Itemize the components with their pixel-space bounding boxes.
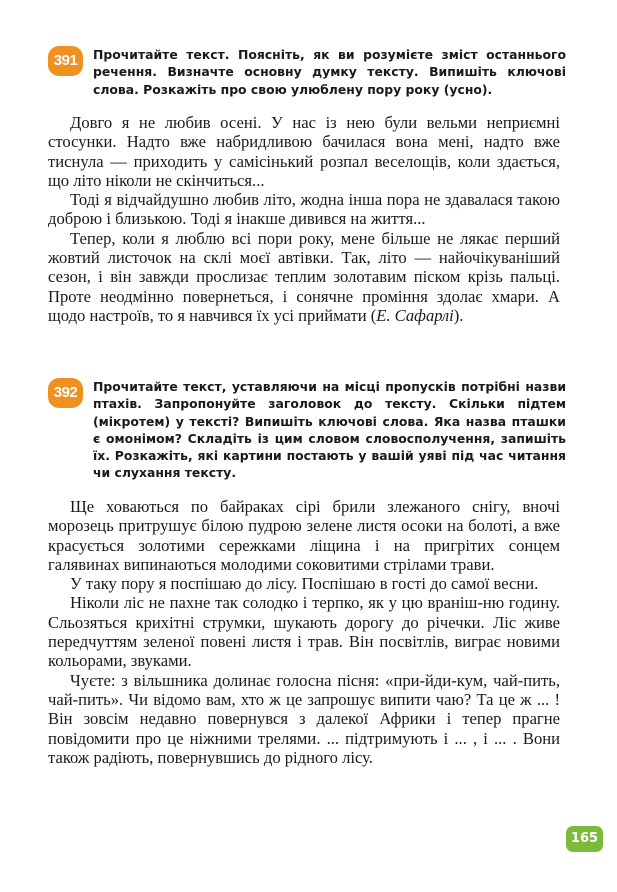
exercise-number-badge: 391 bbox=[48, 46, 83, 76]
paragraph: Ще ховаються по байраках сірі брили злежаного снігу, вночі морозець притрушує білою пудрою зелене листя осоки на болоті, а вже красується золотими сережками ліщина і на пригрітих сонцем галявинах випинаються молодими соковитими стрілами трави. bbox=[48, 497, 560, 574]
author: Е. Сафарлі bbox=[376, 305, 454, 325]
exercise-number-badge: 392 bbox=[48, 378, 83, 408]
paragraph: Ніколи ліс не пахне так солодко і терпко, як у цю враніш-ню годину. Сльозяться крихітні струмки, шукають дорогу до річечки. Ліс живе передчуттям зеленої повені листя і трав. Він посвітлів, виграє новими кольорами, звуками. bbox=[48, 593, 560, 671]
page-number: 165 bbox=[566, 826, 603, 852]
paragraph-text: Тепер, коли я люблю всі пори року, мене більше не лякає перший жовтий листочок на склі моєї автівки. Так, літо — найочікуваніший сезон, і він завжди прослизає теплим золотавим піском крізь пальці. Проте неодмінно повернеться, і сонячне проміння здолає хмари. А щодо настроїв, то я навчився їх усі приймати ( bbox=[48, 228, 560, 325]
exercise-391 bbox=[48, 46, 566, 98]
exercise-task: Прочитайте текст, уставляючи на місці пропусків потрібні назви птахів. Запропонуйте заголовок до тексту. Скільки підтем (мікротем) у тексті? Випишіть ключові слова. Яка назва пташки є омонімом? Складіть із цим словом словосполучення, запишіть їх. Розкажіть, які картини постають у вашій уяві під час читання чи слухання тексту. bbox=[93, 379, 566, 481]
paragraph: Тоді я відчайдушно любив літо, жодна інша пора не здавалася такою доброю і близькою. Тоді я інакше дивився на життя... bbox=[48, 190, 560, 229]
paragraph bbox=[48, 229, 560, 325]
exercise-392 bbox=[48, 378, 566, 482]
paragraph: Чуєте: з вільшника долинає голосна пісня: «при-йди-кум, чай-пить, чай-пить». Чи відомо вам, хто ж це запрошує випити чаю? Та це ж ... ! Він зовсім недавно повернувся з далекої Африки і тепер прагне повідомити про це ніжними трелями. ... підтримують і ... , і ... . Вони також радіють, повернувшись до рідного лісу. bbox=[48, 670, 560, 767]
exercise-391-text bbox=[48, 113, 560, 325]
paragraph: У таку пору я поспішаю до лісу. Поспішаю в гості до самої весни. bbox=[70, 574, 539, 594]
paragraph: Довго я не любив осені. У нас із нею були вельми неприємні стосунки. Надто вже набридливою бачилася вона мені, надто вже тиснула — приходить у самісінький розпал веселощів, коли здається, що літо ніколи не скінчиться... bbox=[48, 113, 560, 190]
exercise-392-text bbox=[48, 497, 560, 767]
closing-punctuation: ). bbox=[453, 305, 464, 325]
exercise-task: Прочитайте текст. Поясніть, як ви розумієте зміст останнього речення. Визначте основну думку тексту. Випишіть ключові слова. Розкажіть про свою улюблену пору року (усно). bbox=[93, 47, 566, 97]
